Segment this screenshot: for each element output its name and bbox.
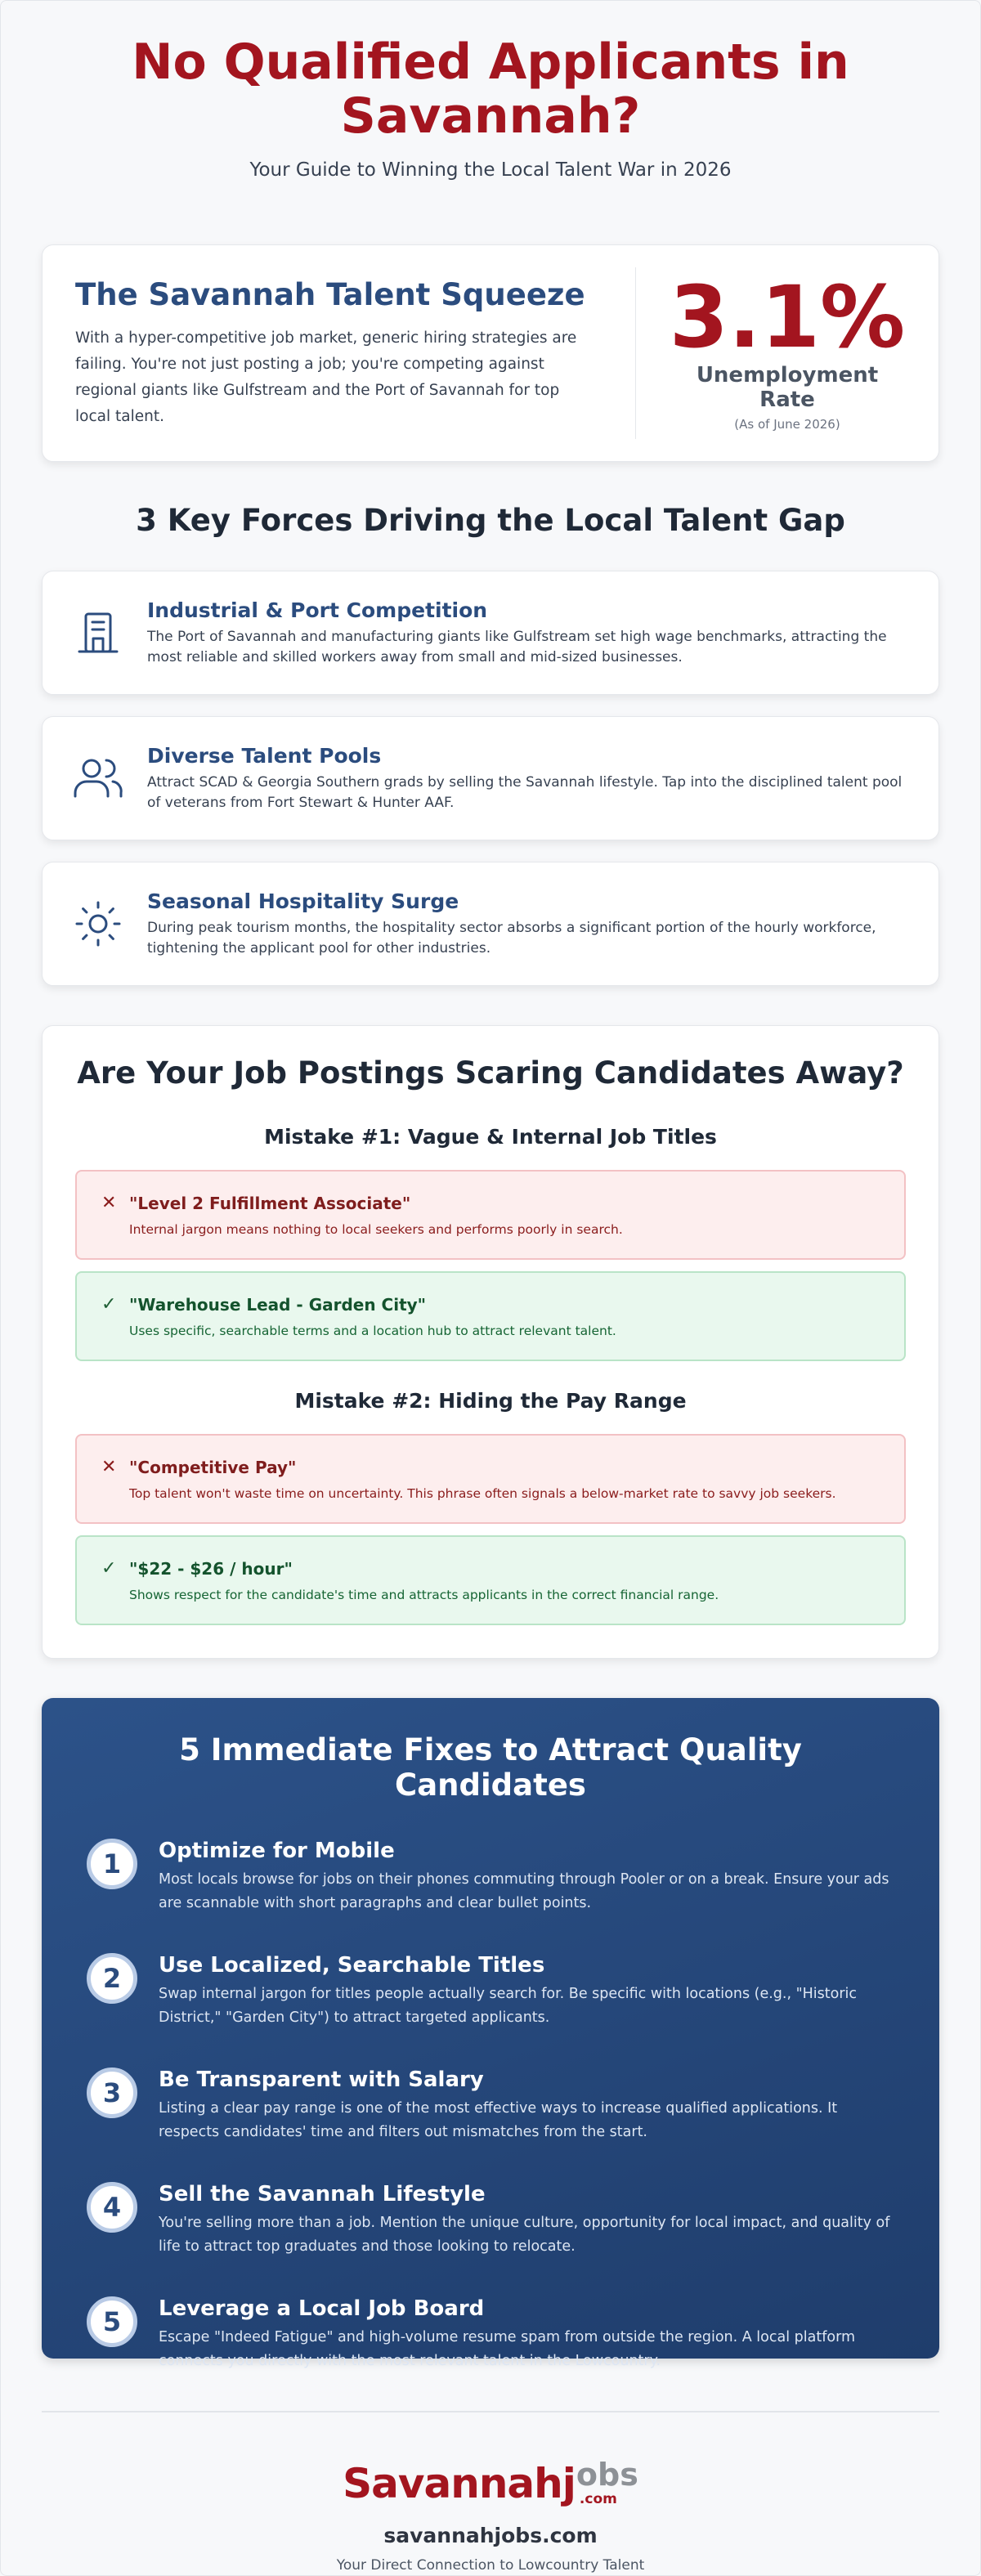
stat-note: (As of June 2026) [734,417,840,432]
example-title: "$22 - $26 / hour" [129,1559,293,1579]
fix-title: Be Transparent with Salary [159,2068,484,2092]
fix-body [159,2182,894,2259]
logo-obs: obs [576,2457,638,2493]
force-body [147,598,909,668]
force-text: The Port of Savannah and manufacturing giants like Gulfstream set high wage benchmarks, attracting the most reliable and skilled workers away from small and mid-sized businesses. [147,628,887,665]
force-body [147,889,909,959]
fix-item [87,2296,894,2373]
squeeze-text: With a hyper-competitive job market, generic hiring strategies are failing. You're not just posting a job; you're competing against regional giants like Gulfstream and the Port of Savannah for top local talent. [75,329,577,425]
stat-value: 3.1% [669,267,906,367]
fix-title: Use Localized, Searchable Titles [159,1953,545,1978]
footer [42,2411,939,2574]
force-text: Attract SCAD & Georgia Southern grads by selling the Savannah lifestyle. Tap into the disciplined talent pool of veterans from Fort Stewart & Hunter AAF. [147,773,903,811]
header [1,1,980,181]
squeeze-intro [75,267,636,439]
force-title: Diverse Talent Pools [147,743,382,768]
fix-title: Leverage a Local Job Board [159,2296,485,2321]
close-icon: ✕ [101,1193,117,1213]
example-text: Top talent won't waste time on uncertainty. This phrase often signals a below-market rate to savvy job seekers. [129,1486,836,1501]
fixes-title: 5 Immediate Fixes to Attract Quality Candidates [179,1732,802,1803]
check-icon: ✓ [101,1294,117,1315]
fix-text: You're selling more than a job. Mention the unique culture, opportunity for local impact, and quality of life to attract top graduates and those looking to relocate. [159,2215,890,2255]
fix-title: Optimize for Mobile [159,1839,395,1863]
step-number-badge: 1 [87,1839,137,1889]
force-card-diverse [42,716,939,840]
logo-savannah: Savannah [343,2460,562,2507]
building-icon [72,607,124,659]
force-card-seasonal [42,862,939,986]
fix-text: Listing a clear pay range is one of the most effective ways to increase qualified applications. It respects candidates' time and filters out mismatches from the start. [159,2100,838,2140]
example-title: "Competitive Pay" [129,1458,297,1477]
bad-example [75,1170,906,1260]
fix-body [159,1839,894,1915]
footer-tagline: Your Direct Connection to Lowcountry Talent [336,2557,645,2574]
footer-site-link[interactable]: savannahjobs.com [383,2524,598,2547]
talent-squeeze-card [42,244,939,462]
example-text: Internal jargon means nothing to local seekers and performs poorly in search. [129,1222,623,1237]
mistake-heading: Mistake #2: Hiding the Pay Range [294,1389,687,1413]
stat-label: Unemployment Rate [696,363,879,412]
mistakes-title: Are Your Job Postings Scaring Candidates Away? [77,1055,904,1091]
good-example [75,1271,906,1361]
savannahjobs-logo[interactable] [343,2434,638,2507]
fix-text: Swap internal jargon for titles people actually search for. Be specific with locations (e.g., "Historic District," "Garden City") to attract targeted applicants. [159,1986,858,2026]
force-title: Seasonal Hospitality Surge [147,889,459,913]
forces-title: 3 Key Forces Driving the Local Talent Gap [136,503,845,538]
step-number-badge: 2 [87,1953,137,2004]
example-title: "Warehouse Lead - Garden City" [129,1295,427,1315]
page-subtitle: Your Guide to Winning the Local Talent War in 2026 [249,159,732,181]
step-number-badge: 4 [87,2182,137,2233]
check-icon: ✓ [101,1558,117,1579]
fix-text: Most locals browse for jobs on their phones commuting through Pooler or on a break. Ensure your ads are scannable with short paragraphs and clear bullet points. [159,1871,889,1911]
example-text: Shows respect for the candidate's time and attracts applicants in the correct financial range. [129,1588,719,1602]
fix-item [87,1953,894,2030]
fix-item [87,2182,894,2259]
step-number-badge: 3 [87,2068,137,2118]
close-icon: ✕ [101,1457,117,1477]
fix-item [87,1839,894,1915]
fix-item [87,2068,894,2144]
fix-body [159,2068,894,2144]
example-body [129,1193,623,1237]
fix-title: Sell the Savannah Lifestyle [159,2182,486,2206]
force-text: During peak tourism months, the hospitality sector absorbs a significant portion of the hourly workforce, tightening the applicant pool for other industries. [147,919,876,956]
page-title: No Qualified Applicants in Savannah? [132,34,849,145]
force-card-industrial [42,571,939,695]
logo-tail [576,2458,638,2507]
squeeze-title: The Savannah Talent Squeeze [75,276,585,312]
fix-body [159,2296,894,2373]
fix-body [159,1953,894,2030]
good-example [75,1535,906,1625]
logo-j: j [562,2460,576,2507]
fix-text: Escape "Indeed Fatigue" and high-volume resume spam from outside the region. A local platform connects you directly with the most relevant talent in the Lowcountry. [159,2329,856,2369]
example-body [129,1294,616,1338]
example-body [129,1558,719,1602]
unemployment-stat [636,267,906,432]
fixes-panel [42,1698,939,2369]
example-body [129,1457,836,1501]
mistakes-card [42,1025,939,1659]
users-icon [72,752,124,804]
mistake-heading: Mistake #1: Vague & Internal Job Titles [264,1125,717,1149]
force-title: Industrial & Port Competition [147,598,488,622]
sun-icon [72,898,124,950]
force-body [147,744,909,813]
example-title: "Level 2 Fulfillment Associate" [129,1194,411,1213]
step-number-badge: 5 [87,2296,137,2347]
example-text: Uses specific, searchable terms and a location hub to attract relevant talent. [129,1324,616,1338]
bad-example [75,1434,906,1524]
logo-com: .com [579,2491,617,2507]
